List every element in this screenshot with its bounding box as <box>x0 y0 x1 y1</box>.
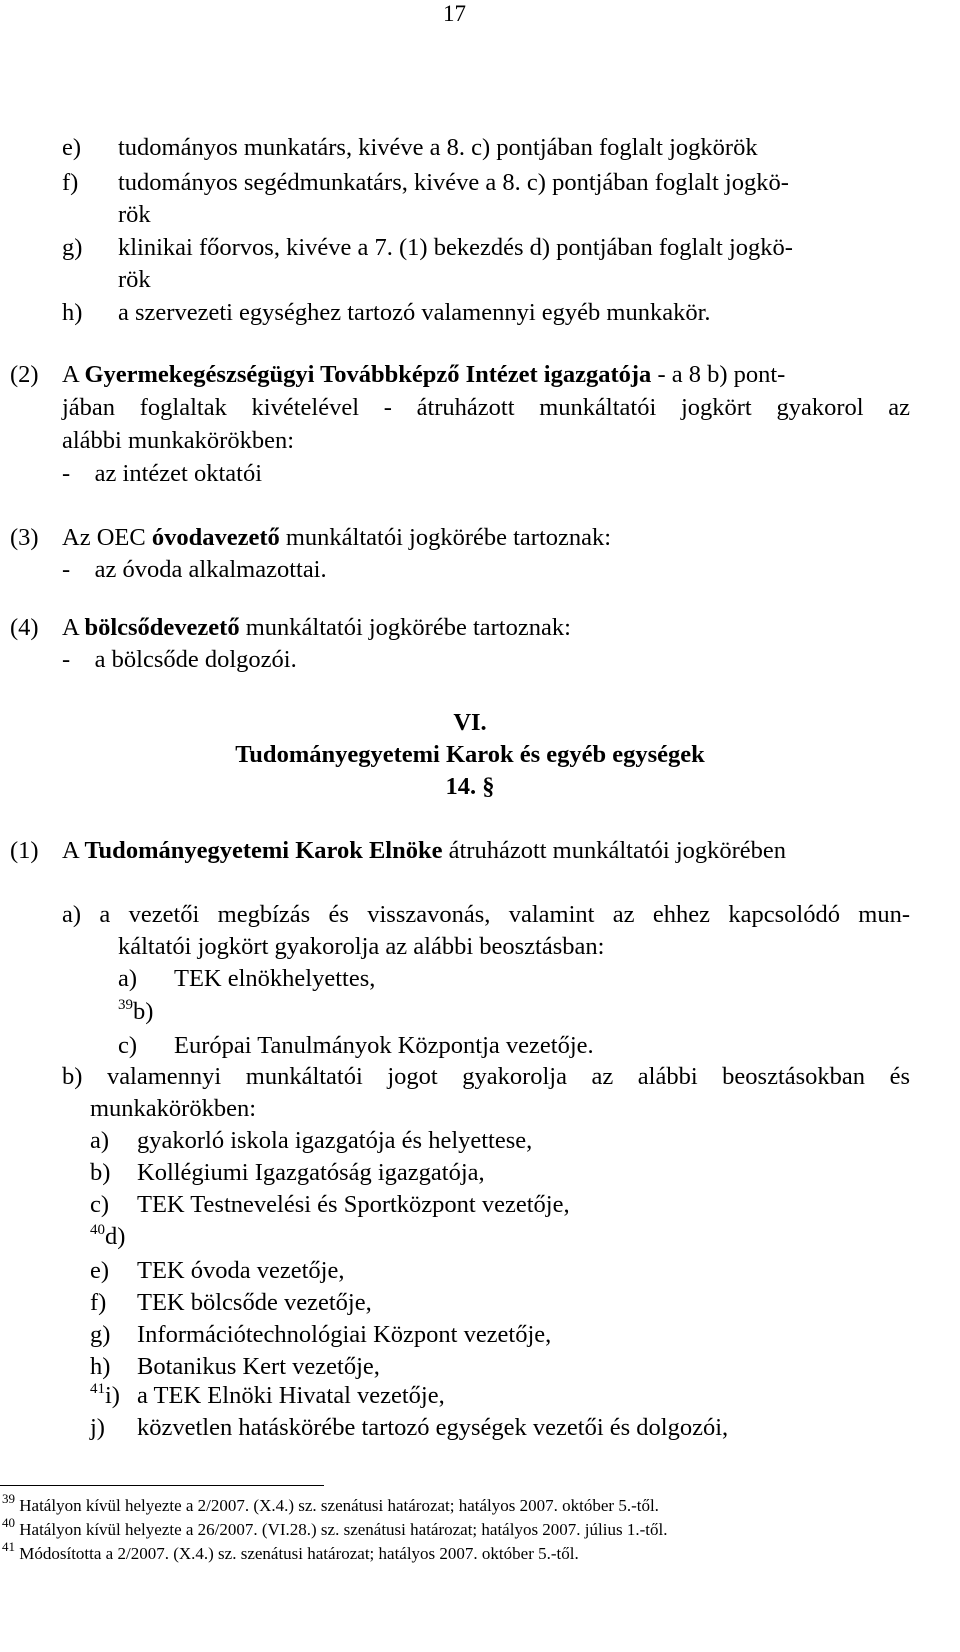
list-item-continuation: rök <box>118 201 151 228</box>
bold-term: Tudományegyetemi Karok Elnöke <box>84 837 443 864</box>
list-label-with-footnote <box>118 997 154 1025</box>
list-label: e) <box>90 1257 110 1284</box>
paragraph-number-text: 14. <box>445 773 483 800</box>
list-label: c) <box>118 1032 138 1059</box>
paragraph-number <box>0 775 940 800</box>
list-label: b) <box>133 998 154 1025</box>
footnote-ref[interactable]: 40 <box>90 1222 105 1238</box>
footnote-text: Hatályon kívül helyezte a 26/2007. (VI.28.) sz. szenátusi határozat; hatályos 2007. július 1.-től. <box>19 1520 668 1539</box>
footnote <box>2 1515 668 1539</box>
list-label: a) <box>90 1127 110 1154</box>
list-item-text: TEK elnökhelyettes, <box>174 965 376 992</box>
list-item-text: TEK óvoda vezetője, <box>137 1257 345 1284</box>
subsection-line: a) a vezetői megbízás és visszavonás, valamint az ehhez kapcsolódó mun- <box>62 901 910 928</box>
text-run: munkáltatói jogkörébe tartoznak: <box>279 524 612 551</box>
list-label: i) <box>105 1382 120 1409</box>
bold-term: bölcsődevezető <box>84 614 240 641</box>
list-label: d) <box>105 1223 126 1250</box>
footnote-text: Módosította a 2/2007. (X.4.) sz. szenátusi határozat; hatályos 2007. október 5.-től. <box>19 1544 579 1563</box>
footnote <box>2 1539 579 1563</box>
list-label: h) <box>90 1353 111 1380</box>
bold-term: Gyermekegészségügyi Továbbképző Intézet igazgatója <box>84 361 652 388</box>
section-number: (1) <box>10 837 39 864</box>
footnote-ref[interactable]: 41 <box>90 1381 105 1397</box>
section-line: jában foglaltak kivételével - átruházott munkáltatói jogkört gyakorol az <box>62 394 910 421</box>
list-item-text: TEK Testnevelési és Sportközpont vezetője, <box>137 1191 570 1218</box>
text-run: A <box>62 837 85 864</box>
list-item-text: Kollégiumi Igazgatóság igazgatója, <box>137 1159 485 1186</box>
list-label: f) <box>90 1289 107 1316</box>
section-number: (3) <box>10 524 39 551</box>
subsection-line: munkakörökben: <box>90 1095 257 1122</box>
chapter-title: Tudományegyetemi Karok és egyéb egységek <box>235 741 705 768</box>
text-run: - a 8 b) pont- <box>651 361 786 388</box>
section-sign-icon: § <box>482 773 495 800</box>
list-label: g) <box>62 234 83 261</box>
list-label: h) <box>62 299 83 326</box>
section-first-line <box>62 526 611 551</box>
text-run: A <box>62 361 85 388</box>
footnote-number: 41 <box>2 1539 15 1554</box>
subsection-line: káltatói jogkört gyakorolja az alábbi beosztásban: <box>118 933 605 960</box>
chapter-roman: VI. <box>453 709 487 736</box>
text-run: A <box>62 614 85 641</box>
list-label: e) <box>62 134 82 161</box>
list-label-with-footnote <box>90 1381 120 1409</box>
section-number: (4) <box>10 614 39 641</box>
list-item-text: a TEK Elnöki Hivatal vezetője, <box>137 1382 445 1409</box>
list-item-text: Információtechnológiai Központ vezetője, <box>137 1321 552 1348</box>
section-first-line <box>62 839 786 864</box>
footnote-number: 40 <box>2 1515 15 1530</box>
list-label: b) <box>90 1159 111 1186</box>
footnote-text: Hatályon kívül helyezte a 2/2007. (X.4.) sz. szenátusi határozat; hatályos 2007. október 5.-től. <box>19 1496 659 1515</box>
section-first-line <box>62 616 571 641</box>
page-number: 17 <box>443 1 466 26</box>
dash-item: - az intézet oktatói <box>62 460 262 487</box>
list-label: j) <box>90 1414 105 1441</box>
list-item-text: klinikai főorvos, kivéve a 7. (1) bekezdés d) pontjában foglalt jogkö- <box>118 234 793 261</box>
dash-item: - a bölcsőde dolgozói. <box>62 646 297 673</box>
list-label: g) <box>90 1321 111 1348</box>
list-item-text: TEK bölcsőde vezetője, <box>137 1289 372 1316</box>
footnote-ref[interactable]: 39 <box>118 997 133 1013</box>
list-label: f) <box>62 169 79 196</box>
dash-item: - az óvoda alkalmazottai. <box>62 556 327 583</box>
text-run: Az OEC <box>62 524 152 551</box>
list-item-text: a szervezeti egységhez tartozó valamennyi egyéb munkakör. <box>118 299 711 326</box>
list-label: a) <box>118 965 138 992</box>
list-item-text: tudományos segédmunkatárs, kivéve a 8. c) pontjában foglalt jogkö- <box>118 169 789 196</box>
list-item-text: közvetlen hatáskörébe tartozó egységek vezetői és dolgozói, <box>137 1414 729 1441</box>
text-run: átruházott munkáltatói jogkörében <box>442 837 787 864</box>
bold-term: óvodavezető <box>151 524 280 551</box>
footnote-separator <box>0 1485 324 1486</box>
list-item-text: tudományos munkatárs, kivéve a 8. c) pontjában foglalt jogkörök <box>118 134 758 161</box>
list-label: c) <box>90 1191 110 1218</box>
subsection-line: b) valamennyi munkáltatói jogot gyakorolja az alábbi beosztásokban és <box>62 1063 910 1090</box>
footnote-number: 39 <box>2 1491 15 1506</box>
list-label-with-footnote <box>90 1222 126 1250</box>
section-number: (2) <box>10 361 39 388</box>
list-item-text: Botanikus Kert vezetője, <box>137 1353 380 1380</box>
footnote <box>2 1491 659 1515</box>
list-item-text: Európai Tanulmányok Központja vezetője. <box>174 1032 594 1059</box>
section-first-line <box>62 363 785 388</box>
list-item-text: gyakorló iskola igazgatója és helyettese, <box>137 1127 533 1154</box>
text-run: munkáltatói jogkörébe tartoznak: <box>239 614 571 641</box>
list-item-continuation: rök <box>118 266 151 293</box>
section-line: alábbi munkakörökben: <box>62 427 295 454</box>
